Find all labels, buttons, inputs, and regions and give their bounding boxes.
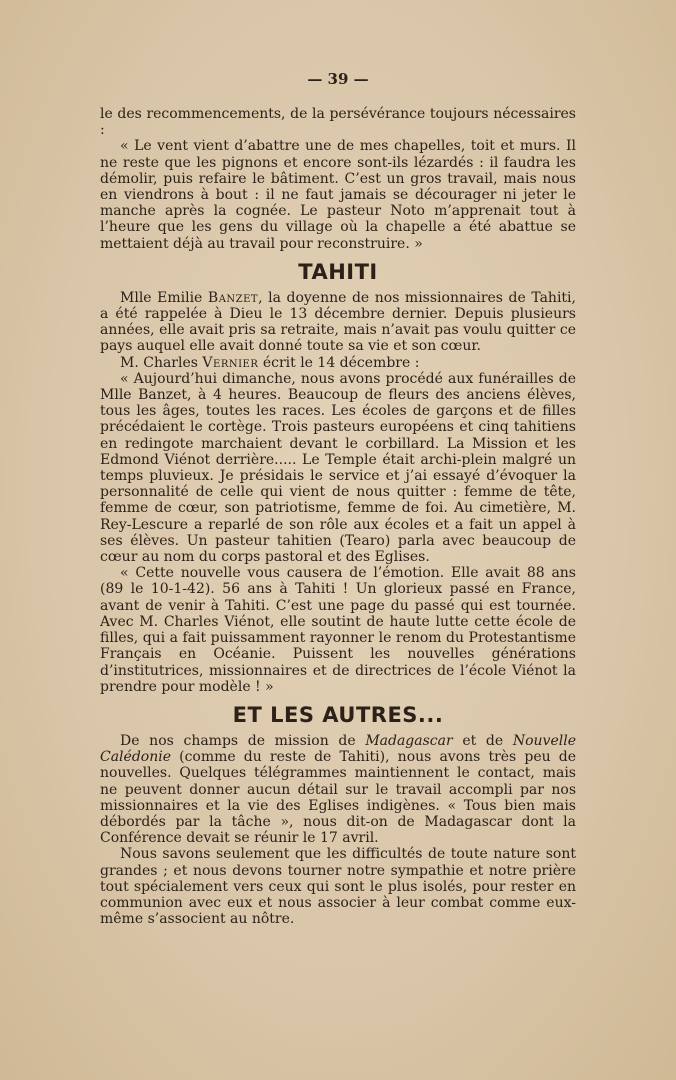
- section-heading-tahiti: TAHITI: [298, 259, 378, 284]
- intro-paragraph: le des recommencements, de la persévérance toujours nécessaires :: [100, 106, 576, 139]
- place-nouvelle-caledonie: Nouvelle Calédonie: [100, 732, 576, 766]
- section-heading-others: ET LES AUTRES...: [232, 702, 444, 727]
- person-name-vernier: Vernier: [202, 354, 259, 371]
- place-madagascar: Madagascar: [365, 732, 453, 749]
- page-number: — 39 —: [307, 70, 369, 88]
- tahiti-paragraph-2: M. Charles Vernier écrit le 14 décembre :: [120, 354, 420, 371]
- tribute-quote-paragraph: « Cette nouvelle vous causera de l’émotion. Elle avait 88 ans (89 le 10-1-42). 56 ans à Tahiti ! Un glorieux passé en France, avant de venir à Tahiti. C’est une page du passé qui est tournée. Avec M. Charles Viénot, elle soutint de haute lutte cette école de filles, qui a fait puissamment rayonner le renom du Protestantisme Français en Océanie. Puissent les nouvelles générations d’institutrices, missionnaires et de directrices de l’école Viénot la prendre pour modèle ! »: [100, 565, 576, 695]
- page-content: [100, 106, 576, 927]
- person-name-banzet: Banzet: [207, 289, 259, 306]
- funeral-quote-paragraph: « Aujourd’hui dimanche, nous avons procédé aux funérailles de Mlle Banzet, à 4 heures. Beaucoup de fleurs des anciens élèves, tous les âges, toutes les races. Les écoles de garçons et de filles précédaient le cortège. Trois pasteurs européens et cinq tahitiens en redingote marchaient devant le corbillard. La Mission et les Edmond Viénot derrière..... Le Temple était archi-plein malgré un temps pluvieux. Je présidais le service et j’ai essayé d’évoquer la personnalité de celle qui vient de nous quitter : femme de tête, femme de cœur, son patriotisme, femme de foi. Au cimetière, M. Rey-Lescure a reparlé de son rôle aux écoles et a fait un appel à ses élèves. Un pasteur tahitien (Tearo) parla avec beaucoup de cœur au nom du corps pastoral et des Eglises.: [100, 370, 576, 566]
- others-paragraph-1: De nos champs de mission de Madagascar et de Nouvelle Calédonie (comme du reste de Tahiti), nous avons très peu de nouvelles. Quelques télégrammes maintiennent le contact, mais ne peuvent donner aucun détail sur le travail accompli par nos missionnaires et la vie des Eglises indigènes. « Tous bien mais débordés par la tâche », nous dit-on de Madagascar dont la Conférence devait se réunir le 17 avril.: [100, 732, 576, 847]
- tahiti-paragraph-1: Mlle Emilie Banzet, la doyenne de nos missionnaires de Tahiti, a été rappelée à Dieu le 13 décembre dernier. Depuis plusieurs années, elle avait pris sa retraite, mais n’avait pas voulu quitter ce pays auquel elle avait donné toute sa vie et son cœur.: [100, 289, 576, 355]
- others-paragraph-2: Nous savons seulement que les difficultés de toute nature sont grandes ; et nous devons tourner notre sympathie et notre prière tout spécialement vers ceux qui sont le plus isolés, pour rester en communion avec eux et nous associer à leur combat comme eux-même s’associent au nôtre.: [100, 846, 576, 928]
- chapel-quote-paragraph: « Le vent vient d’abattre une de mes chapelles, toit et murs. Il ne reste que les pignons et encore sont-ils lézardés : il faudra les démolir, puis refaire le bâtiment. C’est un gros travail, mais nous en viendrons à bout : il ne faut jamais se décourager ni jeter le manche après la cognée. Le pasteur Noto m’apprenait tout à l’heure que les gens du village où la chapelle a été abattue se mettaient déjà au travail pour reconstruire. »: [100, 138, 576, 252]
